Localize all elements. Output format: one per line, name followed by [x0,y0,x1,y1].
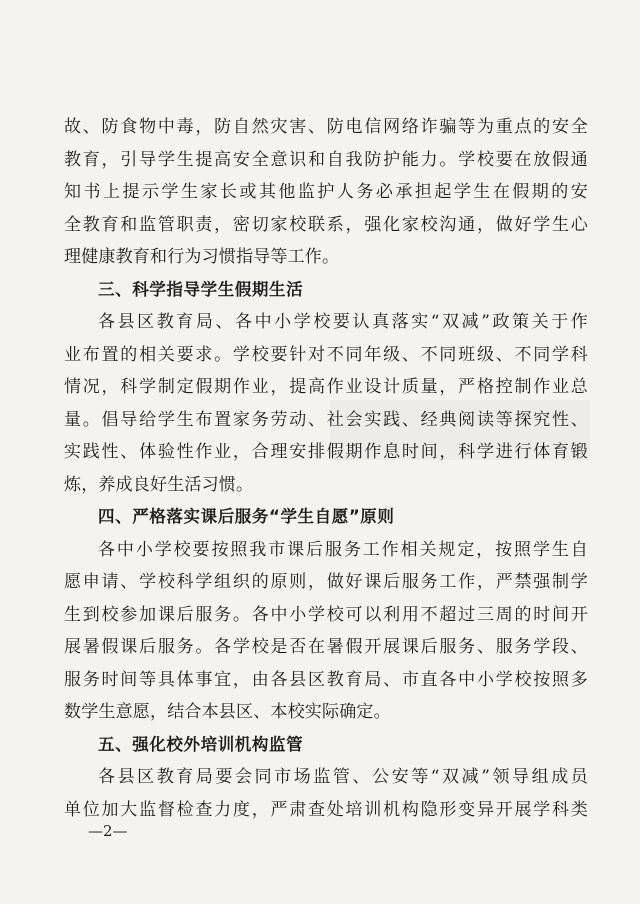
paragraph-3-line-6: 数学生意愿，结合本县区、本校实际确定。 [64,702,391,722]
paragraph-1-line-1: 故、防食物中毒，防自然灾害、防电信网络诈骗等为重点的安全 [64,117,588,137]
paragraph-1-line-2: 教育，引导学生提高安全意识和自我防护能力。学校要在放假通 [64,149,588,170]
paragraph-3-line-3: 生到校参加课后服务。各中小学校可以利用不超过三周的时间开 [64,604,588,625]
paragraph-3-line-5: 服务时间等具体事宜，由各县区教育局、市直各中小学校按照多 [64,669,588,690]
paragraph-3-line-2: 愿申请、学校科学组织的原则，做好课后服务工作，严禁强制学 [64,572,588,592]
section-heading-4: 四、严格落实课后服务“学生自愿”原则 [98,507,395,526]
section-heading-3: 三、科学指导学生假期生活 [98,279,304,299]
page-number: —2— [88,822,128,840]
document-body [64,111,588,826]
paragraph-1-line-4: 全教育和监管职责，密切家校联系，强化家校沟通，做好学生心 [64,214,588,235]
paragraph-4-line-1: 各县区教育局要会同市场监管、公安等“双减”领导组成员 [98,767,588,787]
paragraph-2-line-2: 业布置的相关要求。学校要针对不同年级、不同班级、不同学科 [64,344,588,365]
paragraph-2-line-5: 实践性、体验性作业，合理安排假期作息时间，科学进行体育锻 [64,442,588,462]
section-heading-5: 五、强化校外培训机构监管 [98,734,304,754]
paragraph-2-line-4: 量。倡导给学生布置家务劳动、社会实践、经典阅读等探究性、 [64,409,588,430]
paragraph-2-line-1: 各县区教育局、各中小学校要认真落实“双减”政策关于作 [98,312,588,332]
paragraph-1-line-3: 知书上提示学生家长或其他监护人务必承担起学生在假期的安 [64,182,588,202]
paragraph-2-line-3: 情况，科学制定假期作业，提高作业设计质量，严格控制作业总 [64,377,588,397]
paragraph-4-line-2: 单位加大监督检查力度，严肃查处培训机构隐形变异开展学科类 [64,799,588,820]
paragraph-3-line-4: 展暑假课后服务。各学校是否在暑假开展课后服务、服务学段、 [64,637,588,657]
paragraph-1-line-5: 理健康教育和行为习惯指导等工作。 [64,247,340,267]
paragraph-2-line-6: 炼，养成良好生活习惯。 [64,474,254,495]
paragraph-3-line-1: 各中小学校要按照我市课后服务工作相关规定，按照学生自 [98,539,588,560]
